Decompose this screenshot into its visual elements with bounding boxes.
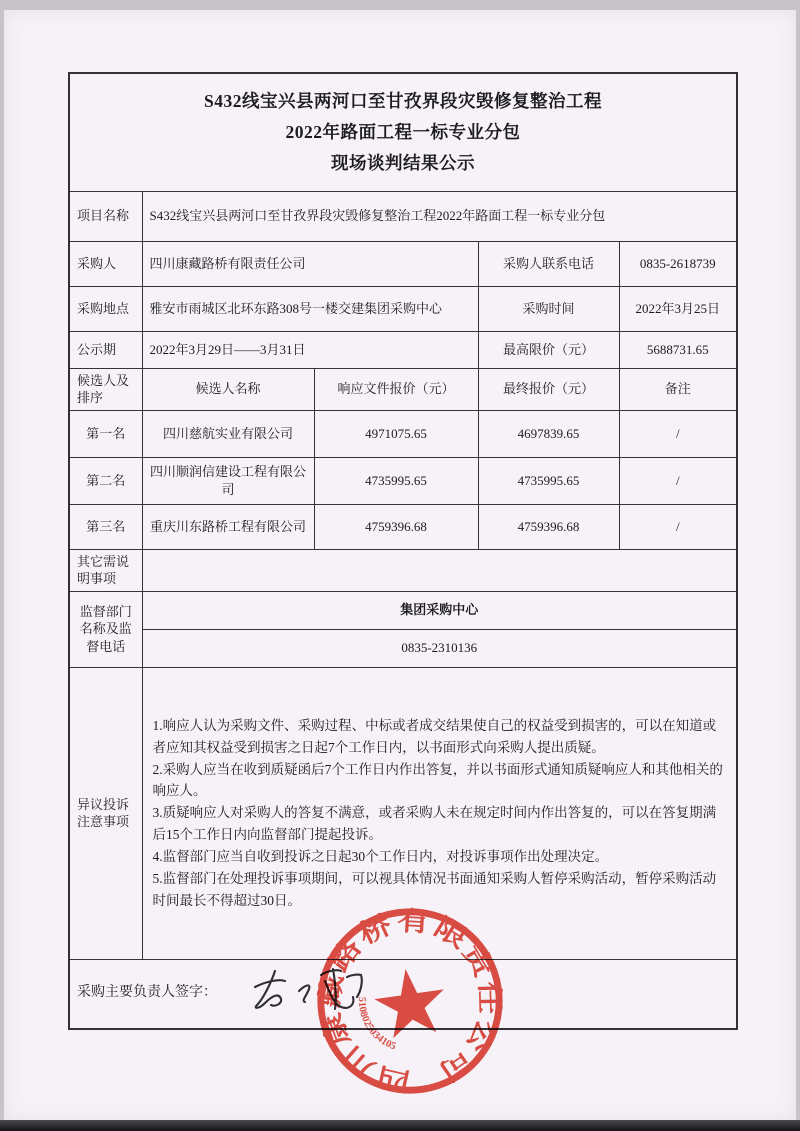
seal-company-text: 四川康藏路桥有限责任公司 <box>313 905 505 1098</box>
purchase-time-value: 2022年3月25日 <box>619 286 737 331</box>
title-line-3: 现场谈判结果公示 <box>331 152 475 173</box>
candidate-2-doc-price: 4735995.65 <box>314 457 478 504</box>
document-title <box>69 73 737 191</box>
project-name-row <box>69 191 737 241</box>
candidate-1-remark: / <box>619 410 737 457</box>
purchaser-phone-value: 0835-2618739 <box>619 241 737 286</box>
scan-bottom-shadow <box>0 1120 800 1131</box>
objection-item-4: 4.监督部门应当自收到投诉之日起30个工作日内，对投诉事项作出处理决定。 <box>152 848 609 864</box>
doc-price-column-header: 响应文件报价（元） <box>314 368 478 410</box>
location-label: 采购地点 <box>69 286 142 331</box>
title-line-2: 2022年路面工程一标专业分包 <box>285 121 521 142</box>
candidate-3-final-price: 4759396.68 <box>478 504 619 549</box>
supervision-phone-row <box>69 629 737 667</box>
signature-cell <box>69 959 737 1029</box>
objection-item-2: 2.采购人应当在收到质疑函后7个工作日内作出答复，并以书面形式通知质疑响应人和其他相关的响应人。 <box>152 761 723 799</box>
candidate-3-remark: / <box>619 504 737 549</box>
max-price-label: 最高限价（元） <box>478 331 619 368</box>
candidate-2-remark: / <box>619 457 737 504</box>
signature-row <box>69 959 737 1029</box>
publicity-row <box>69 331 737 368</box>
candidate-1-doc-price: 4971075.65 <box>314 410 478 457</box>
remark-column-header: 备注 <box>619 368 737 410</box>
supervision-phone-value: 0835-2310136 <box>142 629 737 667</box>
objection-row <box>69 667 737 959</box>
candidates-header-row <box>69 368 737 410</box>
supervision-dept-row <box>69 591 737 629</box>
objection-item-5: 5.监督部门在处理投诉事项期间，可以视具体情况书面通知采购人暂停采购活动，暂停采购活动时间最长不得超过30日。 <box>152 870 717 908</box>
candidate-1-final-price: 4697839.65 <box>478 410 619 457</box>
purchase-time-label: 采购时间 <box>478 286 619 331</box>
other-notes-row <box>69 549 737 591</box>
max-price-value: 5688731.65 <box>619 331 737 368</box>
announcement-table <box>68 72 738 1030</box>
candidate-row-3 <box>69 504 737 549</box>
signature-label: 采购主要负责人签字： <box>77 985 217 1001</box>
candidate-row-2 <box>69 457 737 504</box>
candidate-row-1 <box>69 410 737 457</box>
supervision-label: 监督部门名称及监督电话 <box>69 591 142 667</box>
objection-notes <box>142 667 737 959</box>
candidate-2-name: 四川顺润信建设工程有限公司 <box>142 457 314 504</box>
final-price-column-header: 最终报价（元） <box>478 368 619 410</box>
location-row <box>69 286 737 331</box>
project-name-label: 项目名称 <box>69 191 142 241</box>
objection-item-1: 1.响应人认为采购文件、采购过程、中标或者成交结果使自己的权益受到损害的，可以在知道或者应知其权益受到损害之日起7个工作日内，以书面形式向采购人提出质疑。 <box>152 717 717 755</box>
purchaser-value: 四川康藏路桥有限责任公司 <box>142 241 478 286</box>
title-row <box>69 73 737 191</box>
candidate-3-name: 重庆川东路桥工程有限公司 <box>142 504 314 549</box>
purchaser-phone-label: 采购人联系电话 <box>478 241 619 286</box>
title-line-1: S432线宝兴县两河口至甘孜界段灾毁修复整治工程 <box>204 91 602 112</box>
objection-label: 异议投诉注意事项 <box>69 667 142 959</box>
candidate-3-doc-price: 4759396.68 <box>314 504 478 549</box>
paper-sheet <box>4 10 796 1120</box>
name-column-header: 候选人名称 <box>142 368 314 410</box>
candidate-1-name: 四川慈航实业有限公司 <box>142 410 314 457</box>
candidate-3-rank: 第三名 <box>69 504 142 549</box>
location-value: 雅安市雨城区北环东路308号一楼交建集团采购中心 <box>142 286 478 331</box>
rank-column-header: 候选人及排序 <box>69 368 142 410</box>
supervision-dept-value: 集团采购中心 <box>142 591 737 629</box>
candidate-2-rank: 第二名 <box>69 457 142 504</box>
objection-item-3: 3.质疑响应人对采购人的答复不满意，或者采购人未在规定时间内作出答复的，可以在答复期满后15个工作日内向监督部门提起投诉。 <box>152 805 717 843</box>
publicity-value: 2022年3月29日——3月31日 <box>142 331 478 368</box>
publicity-label: 公示期 <box>69 331 142 368</box>
other-notes-value <box>142 549 737 591</box>
handwritten-signature <box>245 959 375 1019</box>
other-notes-label: 其它需说明事项 <box>69 549 142 591</box>
candidate-1-rank: 第一名 <box>69 410 142 457</box>
seal-number-text: 5108025034105 <box>356 996 398 1053</box>
project-name-value: S432线宝兴县两河口至甘孜界段灾毁修复整治工程2022年路面工程一标专业分包 <box>142 191 737 241</box>
purchaser-label: 采购人 <box>69 241 142 286</box>
candidate-2-final-price: 4735995.65 <box>478 457 619 504</box>
purchaser-row <box>69 241 737 286</box>
